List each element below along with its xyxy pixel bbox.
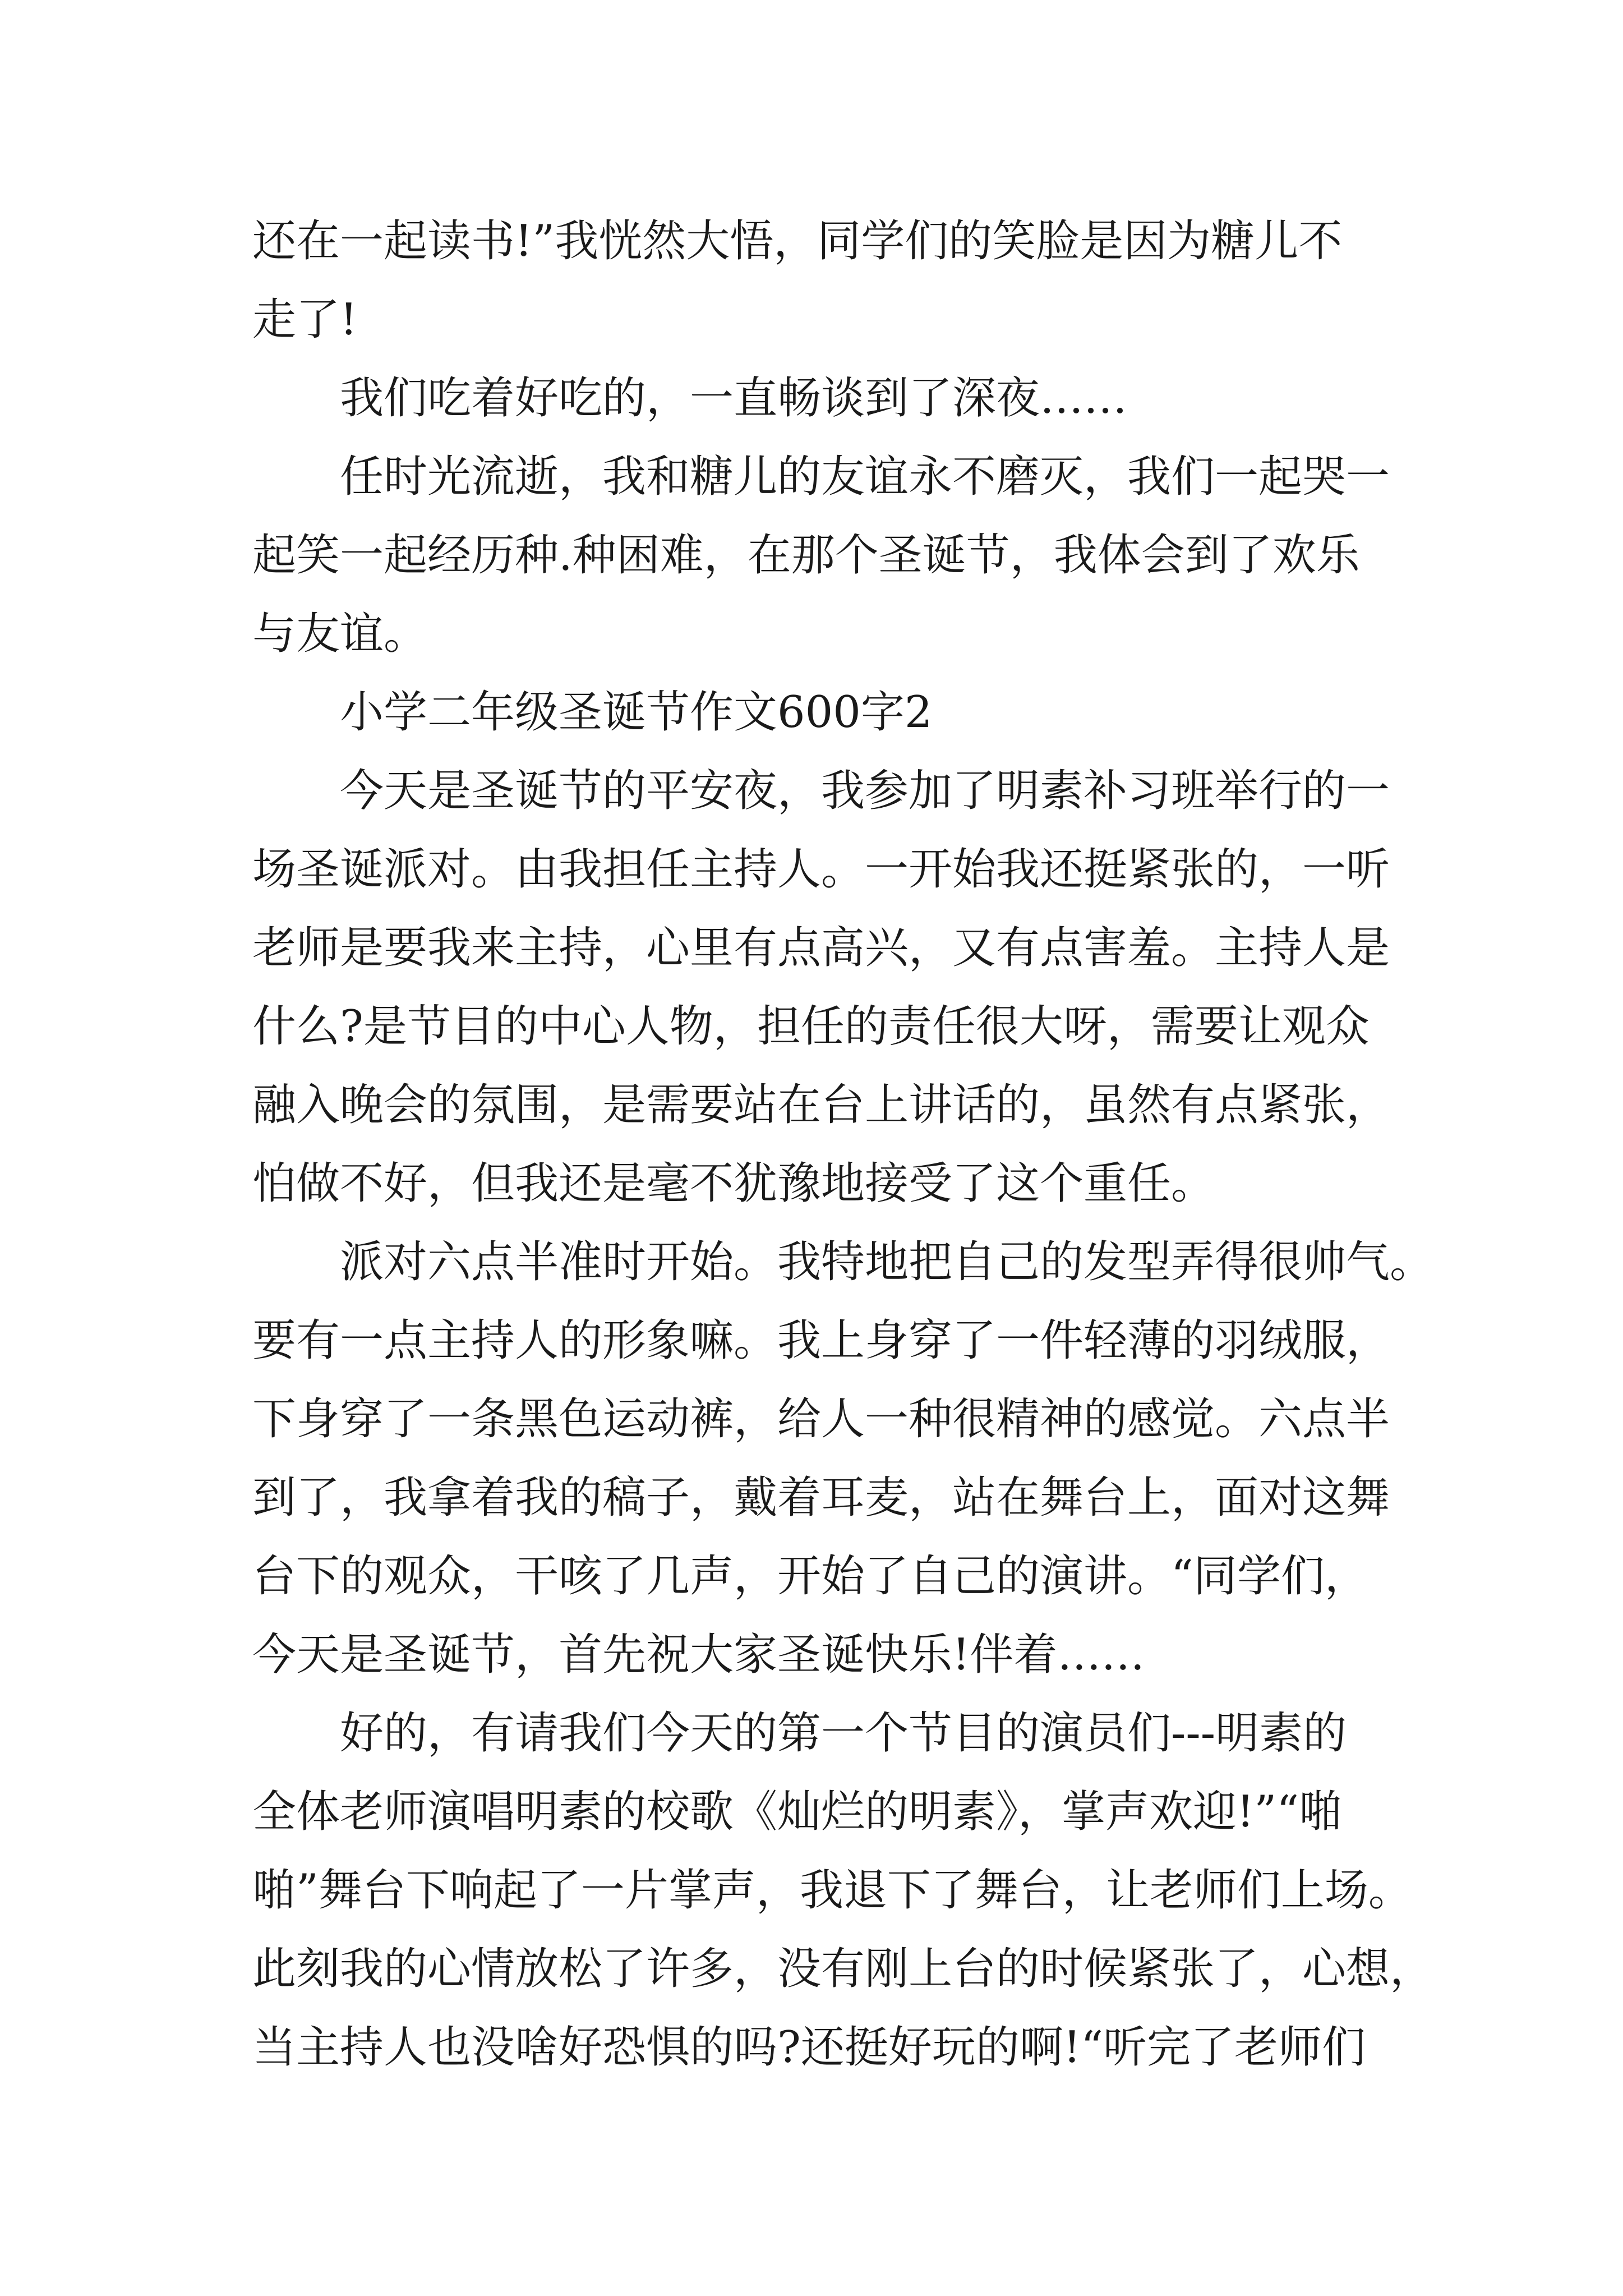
text-line: 我们吃着好吃的，一直畅谈到了深夜…… [340, 373, 1128, 424]
text-line: 台下的观众，干咳了几声，开始了自己的演讲。“同学们， [252, 1551, 1368, 1602]
text-line: 到了，我拿着我的稿子，戴着耳麦，站在舞台上，面对这舞 [252, 1473, 1390, 1523]
text-line: 任时光流逝，我和糖儿的友谊永不磨灭，我们一起哭一 [340, 452, 1390, 502]
text-line: 怕做不好，但我还是毫不犹豫地接受了这个重任。 [252, 1158, 1215, 1209]
text-line: 好的，有请我们今天的第一个节目的演员们---明素的 [340, 1708, 1347, 1759]
text-line: 要有一点主持人的形象嘛。我上身穿了一件轻薄的羽绒服， [252, 1315, 1390, 1366]
section-heading: 小学二年级圣诞节作文600字2 [340, 687, 933, 738]
text-line: 融入晚会的氛围，是需要站在台上讲话的，虽然有点紧张， [252, 1080, 1390, 1130]
text-line: 今天是圣诞节的平安夜，我参加了明素补习班举行的一 [340, 766, 1390, 816]
text-line: 与友谊。 [252, 609, 428, 659]
text-line: 走了! [252, 295, 358, 345]
text-line: 场圣诞派对。由我担任主持人。一开始我还挺紧张的，一听 [252, 844, 1390, 895]
text-line: 还在一起读书!”我恍然大悟，同学们的笑脸是因为糖儿不 [252, 216, 1343, 266]
text-line: 当主持人也没啥好恐惧的吗?还挺好玩的啊!“听完了老师们 [252, 2022, 1366, 2073]
text-line: 老师是要我来主持，心里有点高兴，又有点害羞。主持人是 [252, 923, 1390, 973]
text-line: 下身穿了一条黑色运动裤，给人一种很精神的感觉。六点半 [252, 1394, 1390, 1444]
text-line: 今天是圣诞节，首先祝大家圣诞快乐!伴着…… [252, 1630, 1145, 1680]
text-line: 派对六点半准时开始。我特地把自己的发型弄得很帅气。 [340, 1237, 1434, 1287]
text-line: 此刻我的心情放松了许多，没有刚上台的时候紧张了，心想， [252, 1944, 1434, 1994]
text-line: 什么?是节目的中心人物，担任的责任很大呀，需要让观众 [252, 1001, 1370, 1052]
text-line: 起笑一起经历种.种困难，在那个圣诞节，我体会到了欢乐 [252, 530, 1360, 581]
text-line: 啪”舞台下响起了一片掌声，我退下了舞台，让老师们上场。 [252, 1865, 1412, 1916]
text-line: 全体老师演唱明素的校歌《灿烂的明素》，掌声欢迎!”“啪 [252, 1787, 1343, 1837]
